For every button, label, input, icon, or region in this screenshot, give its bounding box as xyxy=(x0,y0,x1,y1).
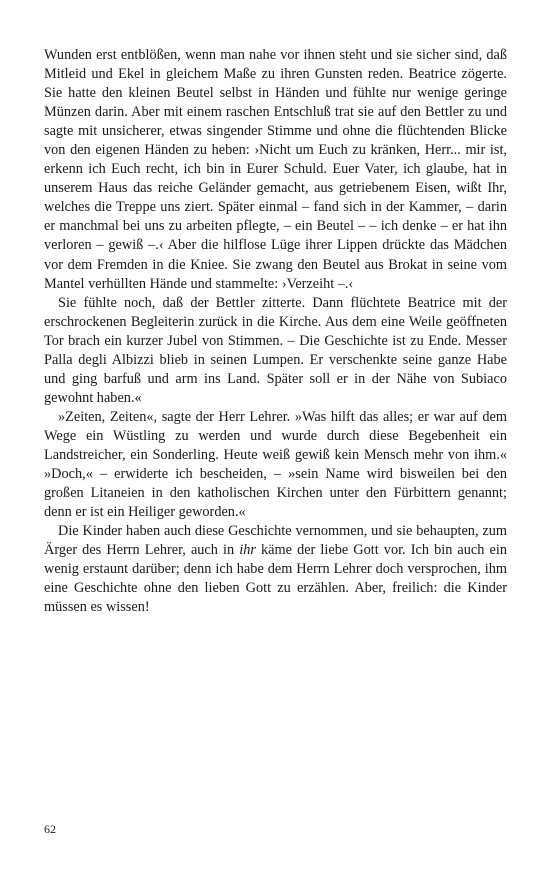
paragraph-2: Sie fühlte noch, daß der Bettler zitterte. Dann flüchtete Beatrice mit der erschrockenen Begleiterin zurück in die Kirche. Aus dem eine Weile geöffneten Tor brach ein kurzer Jubel von Stimmen. – Die Geschichte ist zu Ende. Messer Palla degli Albizzi blieb in seinen Lumpen. Er verschenkte seine ganze Habe und ging barfuß und arm ins Land. Später soll er in der Nähe von Subiaco gewohnt haben.« xyxy=(44,294,507,406)
paragraph-4-emphasis: ihr xyxy=(239,542,256,559)
page-body xyxy=(44,46,507,617)
paragraph-4-text-before: Die Kinder haben auch diese Geschichte vernommen, und sie behaupten, zum Ärger des Herrn Lehrer, auch in xyxy=(44,523,507,559)
paragraph-1: Wunden erst entblößen, wenn man nahe vor ihnen steht und sie sicher sind, daß Mitleid und Ekel in gleichem Maße zu ihren Gunsten reden. Beatrice zögerte. Sie hatte den kleinen Beutel selbst in Händen und fühlte nur wenige geringe Münzen darin. Aber mit einem raschen Entschluß trat sie auf den Bettler zu und sagte mit unsicherer, etwas singender Stimme und ohne die flüchtenden Blicke von den eigenen Händen zu heben: ›Nicht um Euch zu kränken, Herr... mir ist, erkenn ich Euch recht, ich bin in Eurer Schuld. Euer Vater, ich glaube, hat in unserem Haus das reiche Geländer gemacht, aus getriebenem Eisen, wißt Ihr, welches die Treppe uns ziert. Später einmal – fand sich in der Kammer, – darin er manchmal bei uns zu arbeiten pflegte, – ein Beutel – – ich denke – er hat ihn verloren – gewiß –.‹ Aber die hilflose Lüge ihrer Lippen drückte das Mädchen vor dem Fremden in die Kniee. Sie zwang den Beutel aus Brokat in seine vom Mantel verhüllten Hände und stammelte: ›Verzeiht –.‹ xyxy=(44,47,507,292)
page-number: 62 xyxy=(44,822,56,836)
paragraph-3: »Zeiten, Zeiten«, sagte der Herr Lehrer. »Was hilft das alles; er war auf dem Wege ein Wüstling zu werden und wurde durch diese Begebenheit ein Landstreicher, ein Sonderling. Heute weiß gewiß kein Mensch mehr von ihm.« »Doch,« – erwiderte ich bescheiden, – »sein Name wird bisweilen bei den großen Litaneien in den katholischen Kirchen unter den Fürbittern genannt; denn er ist ein Heiliger geworden.« xyxy=(44,408,507,521)
paragraph-4 xyxy=(44,522,507,617)
paragraph-4-text-after: käme der liebe Gott vor. Ich bin auch ein wenig erstaunt darüber; denn ich habe dem Herrn Lehrer doch versprochen, ihm eine Geschichte ohne den lieben Gott zu erzählen. Aber, freilich: die Kinder müssen es wissen! xyxy=(44,542,507,616)
